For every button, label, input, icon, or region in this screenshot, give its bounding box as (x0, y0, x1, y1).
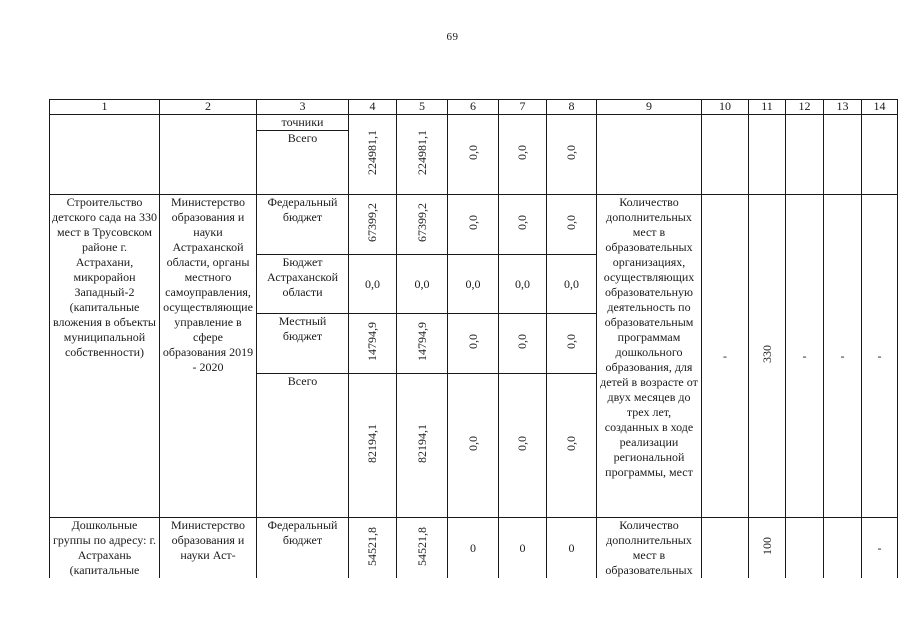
value-cell (786, 518, 824, 579)
cont-cell (702, 115, 749, 195)
col-header: 8 (547, 100, 597, 115)
value-cell: 82194,1 (365, 424, 379, 463)
cont-cell (749, 115, 786, 195)
value-cell: - (862, 518, 898, 579)
cont-cell (862, 115, 898, 195)
cont-cell (160, 115, 257, 195)
value-cell (702, 518, 749, 579)
value-cell: 67399,2 (414, 203, 429, 242)
value-cell: 0 (547, 518, 597, 579)
col-header: 5 (397, 100, 448, 115)
cont-cell (824, 115, 862, 195)
value-cell: 0,0 (465, 215, 480, 230)
value-cell: 0,0 (465, 145, 480, 160)
value-cell: 0,0 (397, 255, 448, 314)
value-cell: 14794,9 (414, 322, 429, 361)
indicator-cell: Количество дополнительных мест в образовательных организациях, осуществляющих образовательную деятельность по образовательным программам дошкольного образования, для детей в возрасте от двух месяцев до трех лет, созданных в ходе реализации региональной программы, мест (597, 195, 702, 518)
cont-cell (786, 115, 824, 195)
col-header: 3 (257, 100, 349, 115)
col-header: 6 (448, 100, 499, 115)
value-cell: 0 (448, 518, 499, 579)
value-cell: 0,0 (515, 215, 529, 230)
col-header: 9 (597, 100, 702, 115)
source-cell: точники (257, 115, 349, 131)
value-cell: 14794,9 (365, 322, 379, 361)
value-cell: 0,0 (564, 334, 578, 349)
value-cell: 0,0 (499, 255, 547, 314)
value-cell: 0,0 (465, 436, 480, 451)
source-cell: Федеральный бюджет (257, 518, 349, 579)
value-cell: - (824, 195, 862, 518)
source-cell: Местный бюджет (257, 314, 349, 374)
col-header: 14 (862, 100, 898, 115)
col-header: 12 (786, 100, 824, 115)
continuation-row-top (50, 115, 898, 131)
project-name: Дошкольные группы по адресу: г. Астрахань (капитальные (50, 518, 160, 579)
value-cell: 0,0 (465, 334, 480, 349)
value-cell: - (862, 195, 898, 518)
project-name: Строительство детского сада на 330 мест в Трусовском районе г. Астрахани, микрорайон Западный-2 (капитальные вложения в объекты муниципальной собственности) (50, 195, 160, 518)
value-cell: - (702, 195, 749, 518)
value-cell: 224981,1 (365, 130, 379, 175)
source-cell: Всего (257, 131, 349, 195)
indicator-cell: Количество дополнительных мест в образовательных (597, 518, 702, 579)
project-executor: Министерство образования и науки Астраханской области, органы местного самоуправления, осуществляющие управление в сфере образования 2019 - 2020 (160, 195, 257, 518)
project1-row-federal (50, 195, 898, 255)
value-cell: 82194,1 (414, 424, 429, 463)
source-cell: Всего (257, 374, 349, 518)
value-cell: 67399,2 (365, 203, 379, 242)
project-executor: Министерство образования и науки Аст- (160, 518, 257, 579)
value-cell: 54521,8 (365, 526, 379, 566)
value-cell: 0,0 (547, 255, 597, 314)
value-cell: 0,0 (515, 145, 529, 160)
col-header: 13 (824, 100, 862, 115)
source-cell: Федеральный бюджет (257, 195, 349, 255)
source-cell: Бюджет Астраханской области (257, 255, 349, 314)
value-cell: 0,0 (564, 145, 578, 160)
value-cell: 0,0 (564, 436, 578, 451)
value-cell: 0,0 (515, 436, 529, 451)
value-cell: 0,0 (448, 255, 499, 314)
value-cell: 224981,1 (414, 130, 429, 175)
col-header: 7 (499, 100, 547, 115)
cont-cell (597, 115, 702, 195)
project2-row-federal (50, 518, 898, 579)
value-cell: 100 (759, 537, 774, 555)
budget-table (49, 99, 898, 578)
value-cell: 330 (759, 345, 774, 363)
col-header: 2 (160, 100, 257, 115)
col-header: 4 (349, 100, 397, 115)
value-cell: 54521,8 (414, 526, 429, 566)
value-cell: 0 (499, 518, 547, 579)
col-header: 11 (749, 100, 786, 115)
header-row (50, 100, 898, 115)
value-cell: 0,0 (564, 215, 578, 230)
page-number: 69 (446, 31, 459, 43)
value-cell: 0,0 (349, 255, 397, 314)
value-cell: - (786, 195, 824, 518)
value-cell (824, 518, 862, 579)
col-header: 10 (702, 100, 749, 115)
cont-cell (50, 115, 160, 195)
value-cell: 0,0 (515, 334, 529, 349)
col-header: 1 (50, 100, 160, 115)
